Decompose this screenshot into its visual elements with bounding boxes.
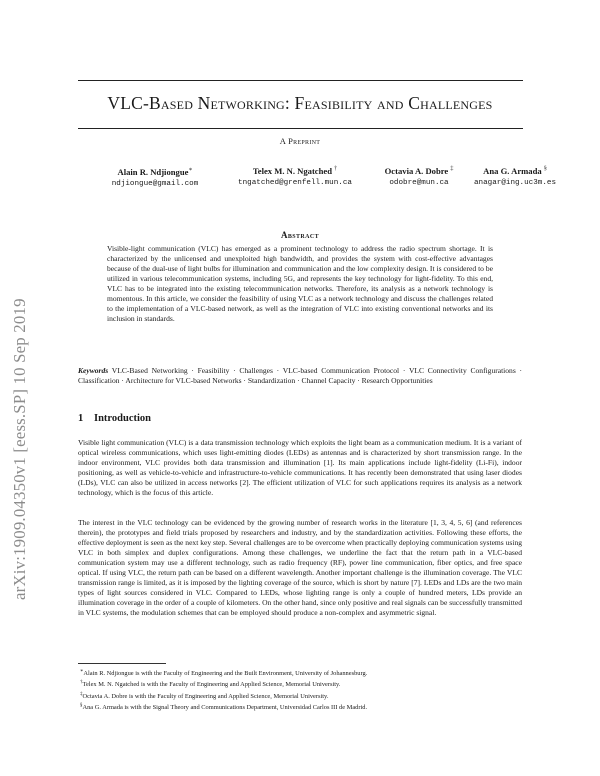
author-block (368, 166, 470, 187)
footnote: §Ana G. Armada is with the Signal Theory and Communications Department, Universidad Carlos III de Madrid. (80, 703, 368, 712)
keywords-label: Keywords (78, 366, 109, 375)
author-email[interactable]: anagar@ing.uc3m.es (473, 179, 557, 187)
section-title: Introduction (94, 413, 151, 424)
keywords-list: VLC-Based Networking · Feasibility · Challenges · VLC-based Communication Protocol · VLC Connectivity Configurations · Classification · Architecture for VLC-based Networks · Standardization · Channel Capacity · Research Opportunities (78, 366, 522, 386)
footnote: ‡Octavia A. Dobre is with the Faculty of Engineering and Applied Science, Memorial University. (80, 691, 329, 700)
footnote-rule (78, 663, 166, 664)
footnote: ∗Alain R. Ndjiongue is with the Faculty of Engineering and the Built Environment, University of Johannesburg. (80, 669, 368, 678)
title-rule-top (78, 80, 523, 81)
author-block (222, 166, 368, 187)
section-number: 1 (78, 413, 84, 424)
preprint-label: A Preprint (279, 136, 321, 146)
keywords (78, 366, 522, 386)
author-block (95, 166, 215, 188)
author-email[interactable]: tngatched@grenfell.mun.ca (238, 179, 352, 187)
abstract-text: Visible-light communication (VLC) has emerged as a prominent technology to address the radio spectrum shortage. It is characterized by the unlicensed and unexploited high bandwidth, and provides the system with cost-effective advantages because of the dual-use of light bulbs for illumination and communication and the low complexity design. It is considered to be utilized in various telecommunication systems, including 5G, and represents the key technology for light-fidelity. To this end, VLC has to be integrated into the existing telecommunication networks. Therefore, its analysis as a network technology is momentous. In this article, we consider the feasibility of using VLC as a network technology and discuss the challenges related to the implementation of a VLC-based network, as well as the integration of VLC into existing conventional networks and its inclusion in standards. (107, 244, 493, 324)
title-rule-bottom (78, 128, 523, 129)
abstract-heading: Abstract (280, 230, 320, 240)
author-email[interactable]: ndjiongue@gmail.com (111, 179, 199, 188)
footnote: †Telex M. N. Ngatched is with the Faculty of Engineering and Applied Science, Memorial University. (80, 680, 341, 689)
author-name: Ana G. Armada § (483, 166, 547, 176)
arxiv-identifier: arXiv:1909.04350v1 [eess.SP] 10 Sep 2019 (10, 298, 29, 600)
author-name: Telex M. N. Ngatched † (252, 166, 338, 176)
author-name: Alain R. Ndjiongue∗ (117, 166, 193, 177)
section-heading (78, 413, 151, 424)
paper-title: VLC-Based Networking: Feasibility and Challenges (107, 93, 493, 113)
author-email[interactable]: odobre@mun.ca (389, 179, 449, 187)
body-paragraph: The interest in the VLC technology can be evidenced by the growing number of research works in the literature [1, 3, 4, 5, 6] (and references therein), the prototypes and field trials proposed by researchers and industry, and by the standardization activities. Following these efforts, the effective deployment is seen as the next key step. Several challenges are to be overcome when practically deploying communication systems using VLC in both simplex and duplex configurations. Among these challenges, we underline the fact that the return path in a VLC-based communication system may use a different technology, such as radio frequency (RF), power line communication, fiber optics, and free space optical. If using VLC, the return path can be based on a different wavelength. Another important challenge is the illumination coverage. The VLC transmission range is limited, as it is imposed by the lighting coverage of the source, which is short by nature [7]. LEDs and LDs are the two main types of light sources considered in VLC. Compared to LEDs, whose lighting range is only a couple of hundred meters, LDs provide an illumination coverage in the order of a couple of kilometers. On the other hand, since only positive and real signals can be successfully transmitted in VLC systems, the modulation schemes that can be employed should produce a non-complex and asymmetric signal. (78, 518, 522, 618)
author-name: Octavia A. Dobre ‡ (384, 166, 454, 176)
author-block (468, 166, 562, 187)
body-paragraph: Visible light communication (VLC) is a data transmission technology which exploits the light beam as a communication medium. It is a variant of optical wireless communications, which uses light-emitting diodes (LEDs) as antennas and is characterized by short transmission range. In the indoor environment, VLC provides both data transmission and illumination [1]. Its main applications include light-fidelity (Li-Fi), indoor positioning, as well as vehicle-to-vehicle and infrastructure-to-vehicle communications. It has recently been demonstrated that using laser diodes (LDs), VLC can also be utilized in access networks [2]. The efficient utilization of VLC for such applications requires its analysis as a network technology, which is the focus of this article. (78, 438, 522, 498)
footnotes (78, 667, 522, 713)
